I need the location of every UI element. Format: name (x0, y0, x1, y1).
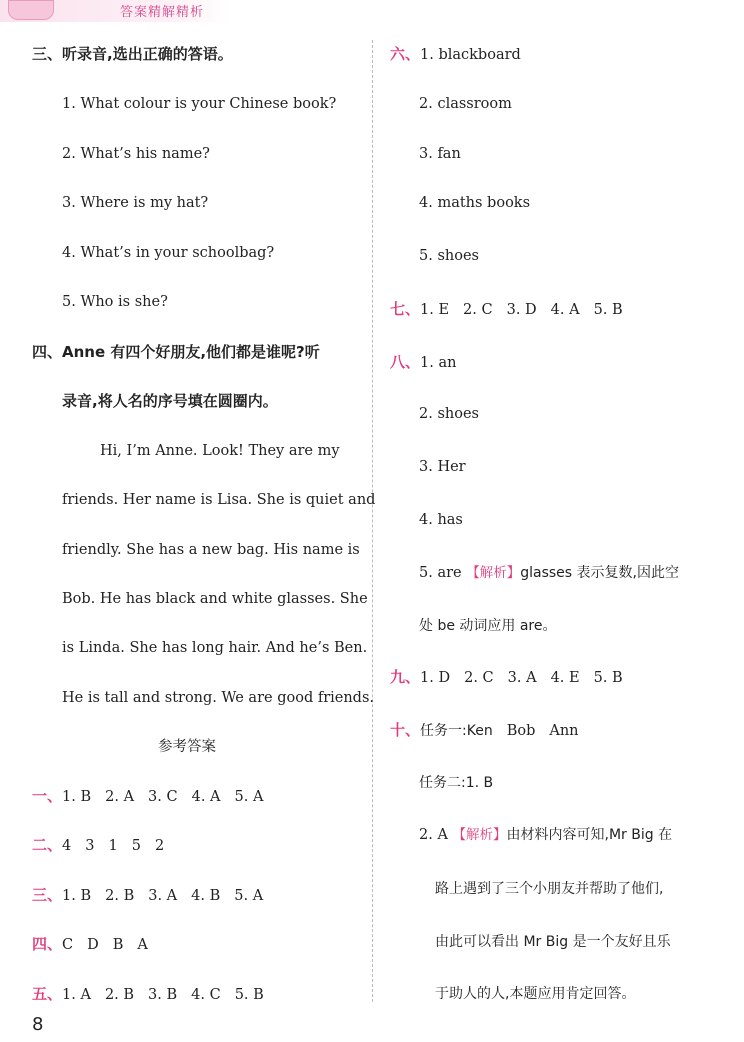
answer-row-5: 五、1. A 2. B 3. B 4. C 5. B (32, 985, 264, 1003)
question-item: 3. Where is my hat? (62, 195, 209, 211)
question-item: 4. What’s in your schoolbag? (62, 245, 275, 261)
question-item: 1. What colour is your Chinese book? (62, 96, 337, 112)
answer-row-9: 九、1. D 2. C 3. A 4. E 5. B (390, 668, 623, 686)
explanation-line: 路上遇到了三个小朋友并帮助了他们, (435, 881, 664, 897)
explanation-line: 于助人的人,本题应用肯定回答。 (435, 986, 636, 1002)
answer-number: 九、 (390, 668, 421, 686)
answer-number: 六、 (390, 45, 421, 63)
answer-row-6: 六、1. blackboard (390, 45, 521, 63)
answer-row-10: 十、任务一:Ken Bob Ann (390, 721, 579, 739)
answer-number: 三、 (32, 886, 63, 904)
task-two-line: 任务二:1. B (419, 775, 494, 791)
answer-row-3: 三、1. B 2. B 3. A 4. B 5. A (32, 886, 264, 904)
answer-item: 5. shoes (419, 248, 479, 264)
passage-line: Bob. He has black and white glasses. She (62, 591, 368, 607)
answer-number: 五、 (32, 985, 63, 1003)
section-4-heading-line1: 四、Anne 有四个好朋友,他们都是谁呢?听 (32, 343, 320, 361)
answers-title: 参考答案 (158, 739, 216, 755)
explanation-tag: 【解析】 (452, 827, 507, 843)
answer-number: 四、 (32, 935, 63, 953)
answer-number: 二、 (32, 836, 63, 854)
answer-row-2: 二、4 3 1 5 2 (32, 836, 165, 854)
passage-line: friends. Her name is Lisa. She is quiet and (62, 492, 376, 508)
explanation-line: 由此可以看出 Mr Big 是一个友好且乐 (435, 934, 671, 950)
answer-item: 4. maths books (419, 195, 531, 211)
passage-line: He is tall and strong. We are good friends. (62, 690, 375, 706)
answer-item-with-explanation: 5. are 【解析】glasses 表示复数,因此空 (419, 565, 679, 581)
section-3-heading: 三、听录音,选出正确的答语。 (32, 45, 233, 63)
answer-number: 十、 (390, 721, 421, 739)
answer-item: 2. shoes (419, 406, 479, 422)
page-number: 8 (32, 1014, 44, 1035)
column-divider (372, 40, 373, 1002)
answer-item-with-explanation: 2. A 【解析】由材料内容可知,Mr Big 在 (419, 827, 673, 843)
explanation-tag: 【解析】 (466, 565, 521, 581)
answer-row-7: 七、1. E 2. C 3. D 4. A 5. B (390, 300, 623, 318)
answer-item: 4. has (419, 512, 463, 528)
question-item: 5. Who is she? (62, 294, 168, 310)
answer-row-1: 一、1. B 2. A 3. C 4. A 5. A (32, 787, 264, 805)
header-title: 答案精解精析 (120, 5, 205, 20)
passage-line: friendly. She has a new bag. His name is (62, 542, 360, 558)
answer-row-4: 四、C D B A (32, 935, 148, 953)
answer-number: 七、 (390, 300, 421, 318)
answer-number: 一、 (32, 787, 63, 805)
answer-number: 八、 (390, 353, 421, 371)
question-item: 2. What’s his name? (62, 146, 210, 162)
answer-item: 3. fan (419, 146, 461, 162)
passage-line: is Linda. She has long hair. And he’s Ben. (62, 640, 368, 656)
answer-row-8: 八、1. an (390, 353, 457, 371)
answer-item: 3. Her (419, 459, 466, 475)
section-4-heading-line2: 录音,将人名的序号填在圆圈内。 (62, 392, 278, 410)
answer-item: 2. classroom (419, 96, 512, 112)
book-logo-icon (8, 0, 54, 20)
explanation-line: 处 be 动词应用 are。 (419, 618, 557, 634)
passage-line: Hi, I’m Anne. Look! They are my (100, 443, 340, 459)
